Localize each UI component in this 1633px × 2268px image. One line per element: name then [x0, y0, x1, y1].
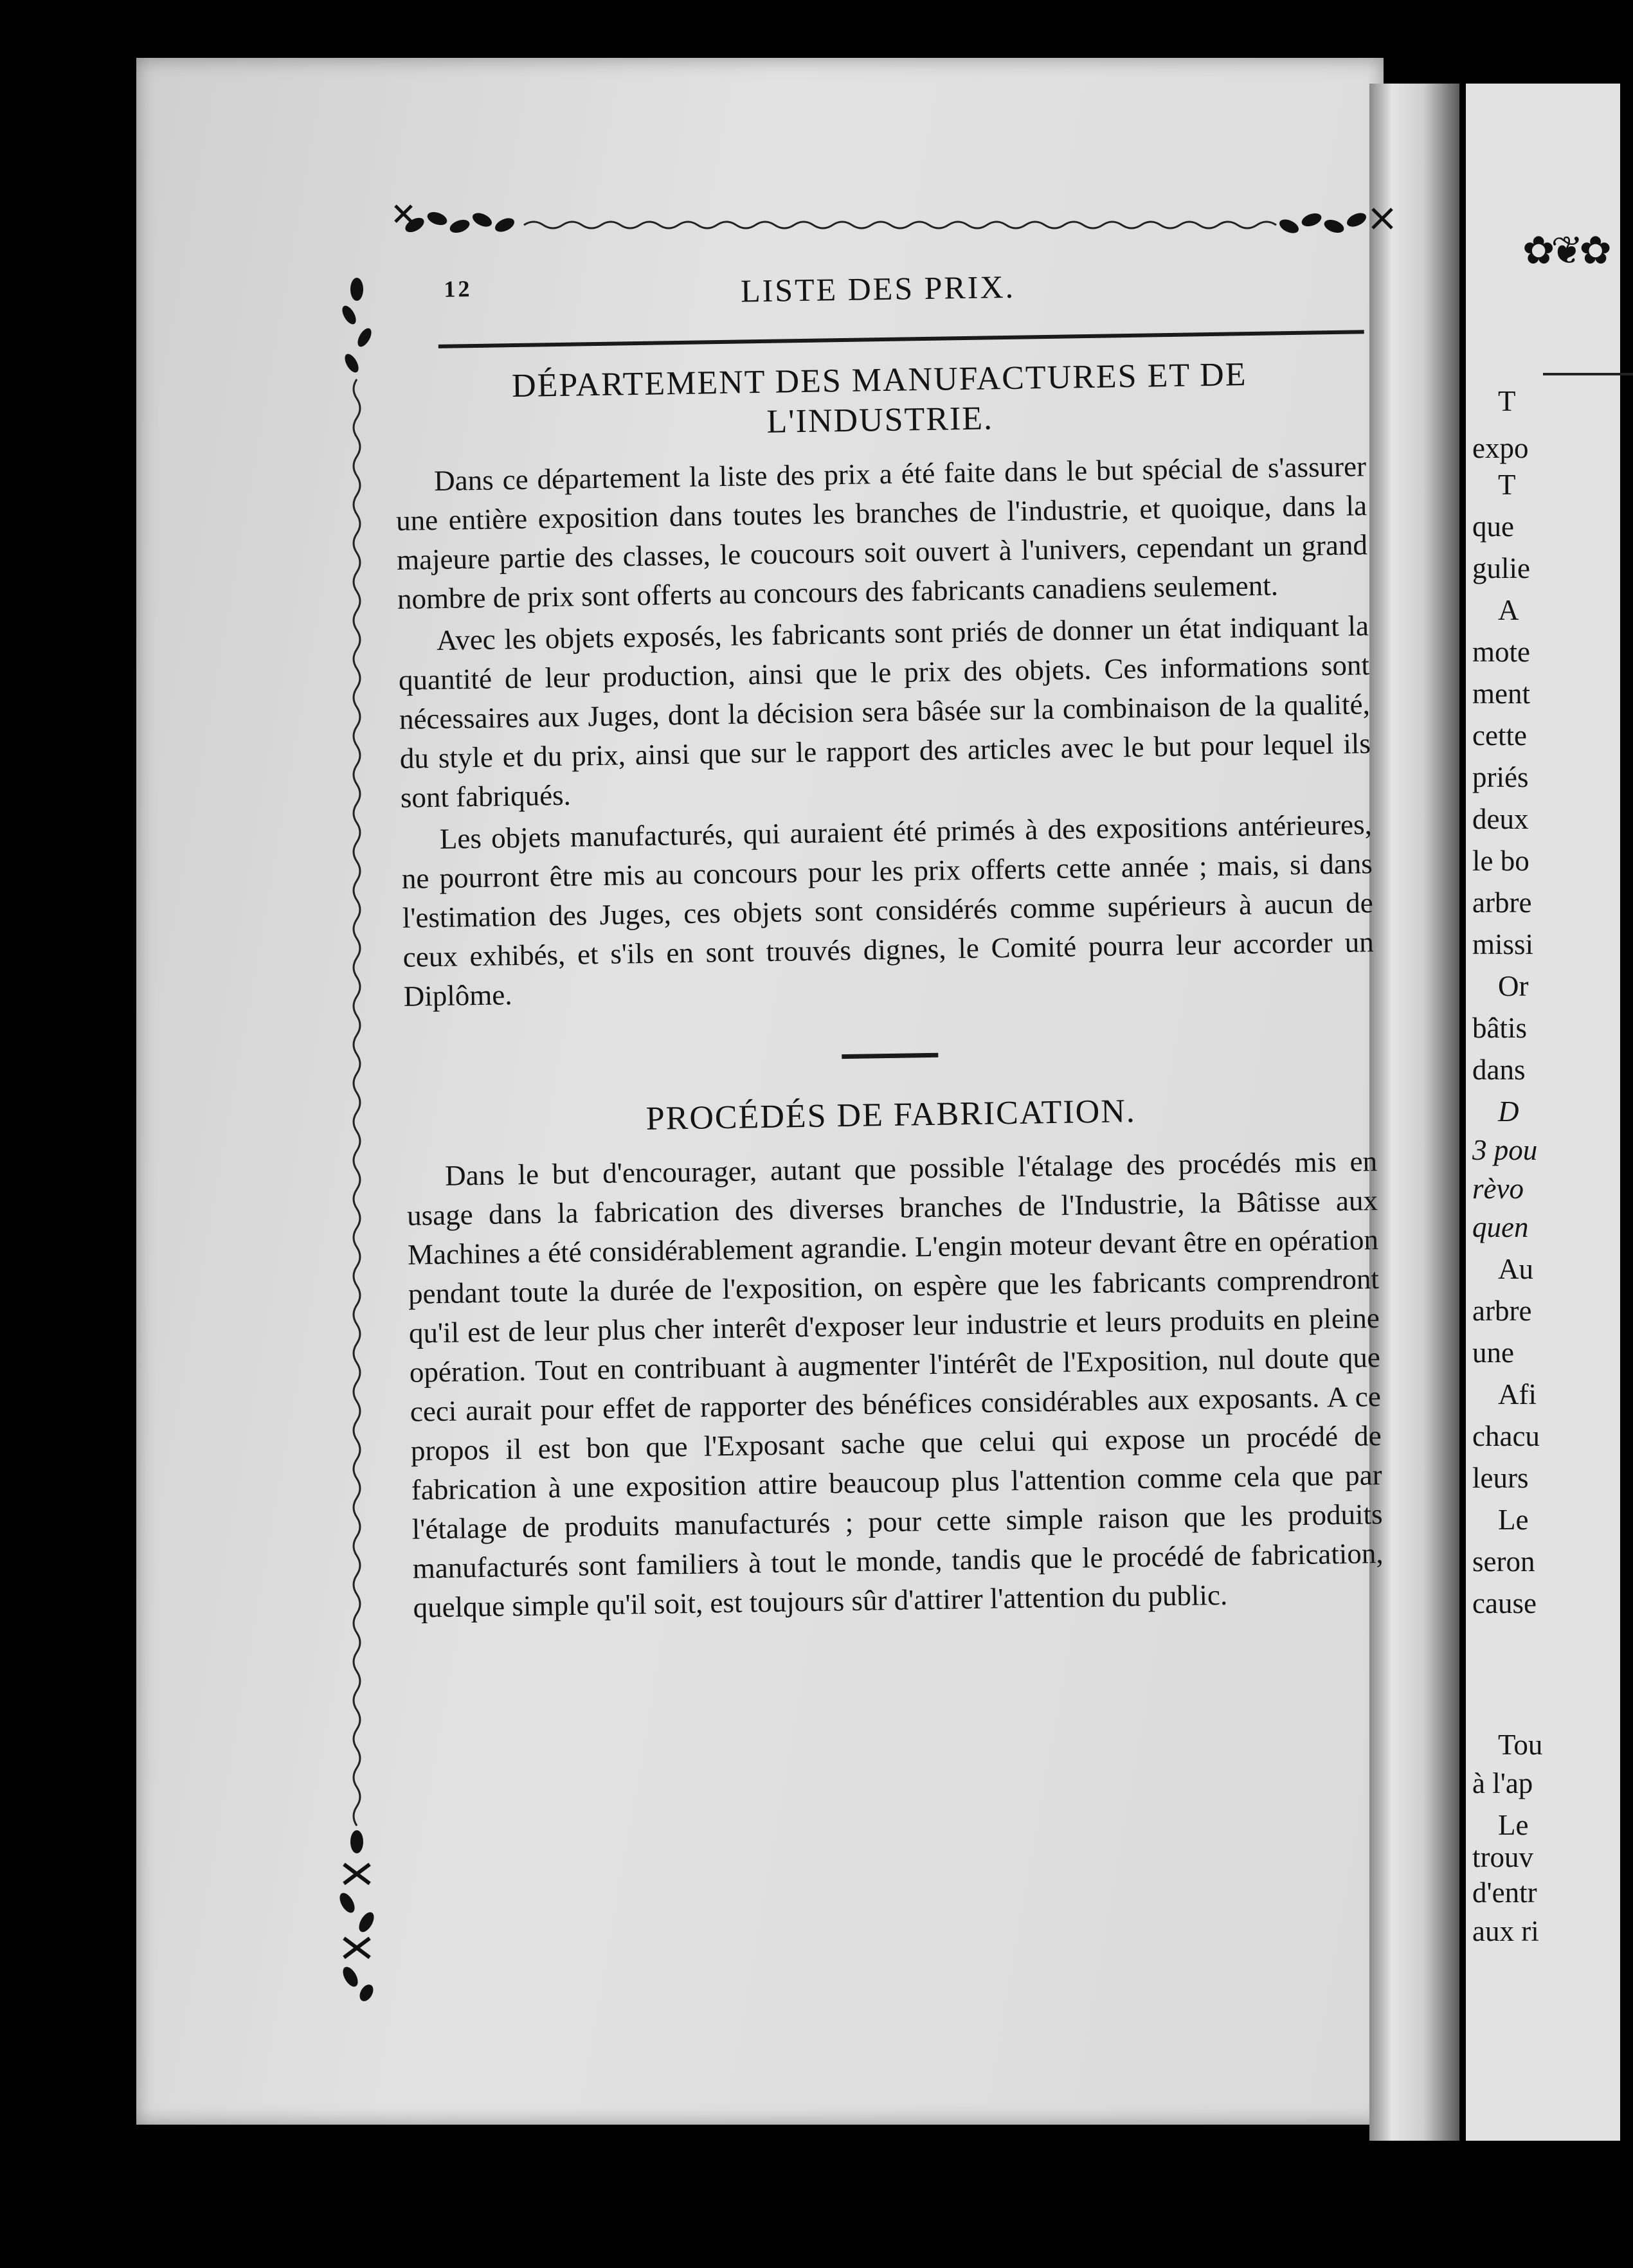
running-title: LISTE DES PRIX.	[740, 268, 1016, 309]
paragraph: Les objets manufacturés, qui auraient été primés à des expositions antérieures, ne pourront être mis au concours pour les prix offerts cette année ; mais, si dans l'estimation des Juges, ces objets sont considérés comme supérieurs à aucun de ceux exhibés, et s'ils en sont trouvés dignes, le Comité pourra leur accorder un Diplôme.	[401, 808, 1374, 1013]
facing-page-fragment: une	[1472, 1336, 1514, 1369]
facing-page-fragment: que	[1472, 510, 1514, 543]
facing-page-fragment: aux ri	[1472, 1915, 1539, 1947]
section-title-procedes: PROCÉDÉS DE FABRICATION.	[645, 1092, 1137, 1137]
top-ornament-border	[389, 186, 1398, 257]
facing-page-fragment: D	[1498, 1095, 1519, 1128]
book-spine	[1369, 84, 1459, 2141]
facing-page-fragment: Le	[1498, 1809, 1529, 1841]
facing-page-fragment: A	[1498, 594, 1519, 626]
facing-page-fragment: mote	[1472, 636, 1530, 668]
facing-page-fragment: T	[1498, 469, 1516, 501]
facing-page-fragment: dans	[1472, 1054, 1526, 1086]
facing-page	[1466, 84, 1620, 2141]
facing-page-fragment: Or	[1498, 970, 1529, 1002]
facing-page-fragment: trouv	[1472, 1841, 1533, 1873]
header-rule	[438, 330, 1364, 348]
paragraph: Dans ce département la liste des prix a été faite dans le but spécial de s'assurer une entière exposition dans toutes les branches de l'industrie, et quoique, dans la majeure partie des classes, le coucours soit ouvert à l'univers, cependant un grand nombre de prix sont offerts au concours des fabricants canadiens seulement.	[395, 450, 1368, 615]
facing-page-fragment: arbre	[1472, 1295, 1532, 1327]
facing-page-fragment: T	[1498, 385, 1516, 417]
facing-page-fragment: expo	[1472, 432, 1529, 464]
facing-page-fragment: leurs	[1472, 1462, 1529, 1494]
page-number: 12	[444, 276, 473, 302]
facing-page-fragment: bâtis	[1472, 1012, 1527, 1044]
facing-page-fragment: deux	[1472, 803, 1529, 835]
facing-page-fragment: Au	[1498, 1253, 1533, 1285]
right-corner-flourish-icon	[1277, 209, 1392, 236]
paragraph: Avec les objets exposés, les fabricants sont priés de donner un état indiquant la quantité de leur production, ainsi que le prix des objets. Ces informations sont nécessaires aux Juges, dont la décision sera bâsée sur la combinaison de la qualité, du style et du prix, ainsi que sur le rapport des articles avec le but pour lequel ils sont fabriqués.	[398, 609, 1371, 814]
facing-page-fragment: Tou	[1498, 1729, 1543, 1761]
wavy-line	[524, 222, 1276, 228]
facing-page-fragment: à l'ap	[1472, 1767, 1533, 1799]
facing-page-fragment: cette	[1472, 719, 1527, 752]
facing-page-fragment: quen	[1472, 1211, 1529, 1243]
facing-page-fragment: chacu	[1472, 1420, 1540, 1452]
facing-page-fragment: Afi	[1498, 1378, 1537, 1410]
facing-page-fragment: le bo	[1472, 845, 1529, 877]
facing-page-fragment: d'entr	[1472, 1877, 1537, 1909]
page-content	[392, 255, 1384, 1630]
facing-page-fragment: priés	[1472, 761, 1529, 793]
left-corner-flourish-icon	[395, 206, 516, 235]
section-title-manufactures	[393, 353, 1366, 448]
facing-page-rule	[1543, 373, 1633, 375]
section-separator	[842, 1053, 938, 1059]
facing-page-fragment: cause	[1472, 1587, 1537, 1619]
section-title-line: L'INDUSTRIE.	[766, 400, 994, 440]
facing-page-fragment: arbre	[1472, 887, 1532, 919]
section-title-line: DÉPARTEMENT DES MANUFACTURES ET DE	[511, 356, 1247, 405]
facing-page-fragment: ment	[1472, 678, 1530, 710]
facing-page-fragment: seron	[1472, 1545, 1535, 1578]
facing-page-fragment: gulie	[1472, 552, 1530, 584]
facing-page-fragment: 3 pou	[1472, 1134, 1538, 1166]
left-vine-border	[338, 276, 376, 1903]
paragraph: Dans le but d'encourager, autant que possible l'étalage des procédés mis en usage dans la fabrication des diverses branches de l'Industrie, la Bâtisse aux Machines a été considérablement agrandie. L'engin moteur devant être en opération pendant toute la durée de l'exposition, on espère que les fabricants comprendront qu'il est de leur plus cher interêt d'exposer leur industrie et leurs produits en pleine opération. Tout en contribuant à augmenter l'intérêt de l'Exposition, nul doute que ceci aurait pour effet de rapporter des bénéfices considérables aux exposants. A ce propos il est bon que l'Exposant sache que celui qui expose un procédé de fabrication à une exposition attire beaucoup plus l'attention comme cela que par l'étalage de produits manufacturés ; pour cette simple raison que les produits manufacturés sont familiers à tout le monde, tandis que le procédé de fabrication, quelque simple qu'il soit, est toujours sûr d'attirer l'attention du public.	[406, 1145, 1384, 1624]
facing-page-fragment: rèvo	[1472, 1173, 1524, 1205]
bottom-corner-flourish-icon	[328, 1829, 386, 2003]
facing-page-ornament: ✿❦✿	[1522, 230, 1608, 272]
facing-page-fragment: missi	[1472, 928, 1534, 960]
facing-page-fragment: Le	[1498, 1504, 1529, 1536]
